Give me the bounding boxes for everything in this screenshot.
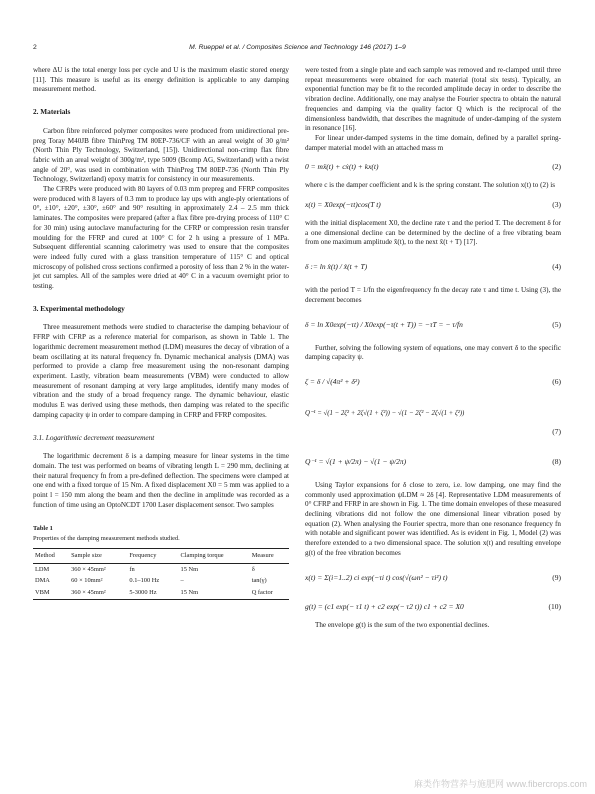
table-cell: fn bbox=[129, 565, 135, 573]
equation-7 bbox=[305, 401, 561, 443]
equation-5 bbox=[305, 310, 561, 340]
equation-number: (10) bbox=[548, 601, 561, 611]
table-row bbox=[33, 563, 289, 575]
right-paragraph-3: where c is the damper coefficient and k is the spring constant. The solution x(t) to (2) is bbox=[305, 181, 555, 190]
right-paragraph-8: The envelope g(t) is the sum of the two exponential declines. bbox=[315, 620, 490, 629]
equation-number: (9) bbox=[552, 572, 561, 582]
equation-6 bbox=[305, 367, 561, 397]
equation-4 bbox=[305, 252, 561, 282]
right-column bbox=[305, 66, 561, 630]
equation-number: (7) bbox=[552, 426, 561, 436]
table-cell: 360 × 45mm² bbox=[71, 565, 106, 573]
table-cell: Q factor bbox=[250, 587, 289, 599]
methodology-heading: 3. Experimental methodology bbox=[33, 303, 125, 313]
equation-body: x(t) = Σ(i=1..2) ci exp(−τi t) cos(√(ωn² − τi²) t) bbox=[305, 572, 448, 582]
materials-paragraph-1: Carbon fibre reinforced polymer composites were produced from unidirectional pre-preg Toray M40JB fibre ThinPreg TM 80EP-736/CF with an areal weight of 30 g/m² (North Thin Ply Technology, Switzerland, [15]). Unidirectional non-crimp flax fibre fabric with an areal weight of 300g/m², type 5009 (Bcomp AG, Switzerland) with a twist angle of 20°, was used in combination with ThinPreg TM 80EP-736 (North Thin Ply Technology, Switzerland) epoxy matrix for consistency in our measurements. bbox=[33, 126, 289, 184]
methodology-paragraph: Three measurement methods were studied to characterise the damping behaviour of FFRP with CFRP as a reference material for comparison, as shown in Table 1. The logarithmic decrement measurement method (LDM) measures the decay of vibration of a beam oscillating at its natural frequency fn. Dynamic mechanical analysis (DMA) was performed to provide a clamp free measurement using the non-resonant damping experiment. Lastly, vibration beam measurements (VBM) were conducted to allow measurement of resonant damping at very large amplitudes, identify many modes of vibration and the study of a broad frequency range. The dynamic behaviour, elastic modulus E was derived using these methods, then damping was related to the specific damping capacity ψ in order to compare damping in CFRP and FFRP composites. bbox=[33, 323, 289, 419]
right-paragraph-7: Using Taylor expansions for δ close to zero, i.e. low damping, one may find the commonly used approximation ψLDM ≈ 2δ [4]. Representative LDM measurements of 0° CFRP and FFRP in are shown in Fig. 1. The time domain envelopes of these measured declining vibrations did not follow the one dimensional linear vibration posed by equation (2). When analysing the Fourier spectra, more than one resonance frequency fn with notable and significant power was identified. As is evident in Fig. 1, Model (2) was therefore extended to a two dimensional space. The solution x(t) and resulting envelope g(t) of the free vibration becomes bbox=[305, 480, 561, 557]
watermark: 麻类作物营养与施肥网 www.fibercrops.com bbox=[413, 779, 587, 789]
table-1 bbox=[33, 524, 289, 599]
equation-number: (3) bbox=[552, 200, 561, 210]
equation-body: x(t) = X0exp(−τt)cos(T t) bbox=[305, 200, 381, 210]
table-header: Clamping torque bbox=[179, 548, 250, 563]
table-title: Table 1 bbox=[33, 525, 53, 533]
equation-body: Q⁻¹ = √(1 − 2ζ² + 2ζ√(1 + ζ²)) − √(1 − 2ζ² − 2ζ√(1 + ζ²)) bbox=[305, 409, 465, 417]
equation-body: δ = ln X0exp(−τt) / X0exp(−τ(t + T)) = −τT = − τ/fn bbox=[305, 319, 463, 329]
table-cell: 0.1–100 Hz bbox=[129, 577, 160, 585]
log-decrement-subheading: 3.1. Logarithmic decrement measurement bbox=[33, 432, 155, 442]
equation-3 bbox=[305, 195, 561, 215]
equation-9 bbox=[305, 563, 561, 593]
left-column bbox=[33, 66, 289, 600]
journal-citation: M. Rueppel et al. / Composites Science and Technology 146 (2017) 1–9 bbox=[189, 44, 406, 51]
table-header: Sample size bbox=[69, 548, 127, 563]
damping-methods-table bbox=[33, 548, 289, 600]
table-cell: LDM bbox=[35, 565, 50, 573]
intro-paragraph: where ΔU is the total energy loss per cycle and U is the maximum elastic stored energy [11]. This measure is useful as its energy definition is applicable to any damping measurement method. bbox=[33, 66, 289, 94]
equation-body: Q⁻¹ = √(1 + ψ/2π) − √(1 − ψ/2π) bbox=[305, 456, 407, 466]
page-number: 2 bbox=[33, 44, 37, 51]
equation-body: g(t) = (c1 exp(− τ1 t) + c2 exp(− τ2 t)) c1 + c2 = X0 bbox=[305, 601, 464, 611]
table-header: Frequency bbox=[127, 548, 178, 563]
table-cell: VBM bbox=[33, 587, 69, 599]
equation-8 bbox=[305, 447, 561, 477]
equation-body: ζ = δ / √(4π² + δ²) bbox=[305, 376, 360, 386]
table-caption: Properties of the damping measurement methods studied. bbox=[33, 535, 180, 543]
table-row bbox=[33, 587, 289, 599]
equation-number: (8) bbox=[552, 456, 561, 466]
table-header: Method bbox=[33, 548, 69, 563]
right-paragraph-2: For linear under-damped systems in the time domain, defined by a parallel spring-damper material model with an attached mass m bbox=[305, 133, 561, 152]
table-row bbox=[33, 575, 289, 587]
right-paragraph-6: Further, solving the following system of equations, one may convert δ to the specific damping capacity ψ. bbox=[305, 343, 561, 362]
materials-paragraph-2: The CFRPs were produced with 80 layers of 0.03 mm prepreg and FFRP composites were produced with 8 layers of 0.3 mm to produce lay ups with angle-ply orientations of 0°, ±10°, ±20°, ±30°, ±60° and 90° resulting in approximately 2.4 – 2.5 mm thick laminates. The composites were prepared (after a flax fibre pre-drying process of 110° C for 30 min) using autoclave manufacturing for the CFRP or compression resin transfer moulding for the FFRP and cured at 100° C for 2 h using a pressure of 1 MPa. Subsequent differential scanning calorimetry was used to ensure that the composites were indeed fully cured with a glass transition temperature of 115° C and optical microscopy of polished cross sections confirmed a porosity of less than 2 % in the water-jet cut samples. All of the samples were dried at 40° C in a vacuum overnight prior to testing. bbox=[33, 185, 289, 291]
table-header-row bbox=[33, 548, 289, 563]
table-cell: DMA bbox=[35, 577, 50, 585]
running-header bbox=[33, 44, 562, 56]
table-cell: 5-3000 Hz bbox=[127, 587, 178, 599]
log-decrement-paragraph: The logarithmic decrement δ is a damping measure for linear systems in the time domain. The test was performed on beams of vibrating length L = 290 mm, declining at their natural frequency fn from a pre-defined deflection. The specimens were clamped at one end with a fixed torque of 15 Nm. A fixed displacement X0 = 5 mm was applied to a point l = 150 mm along the beam and then the decline in amplitude was recorded as a function of time using an OptoNCDT 1700 Laser displacement sensor. Two samples bbox=[33, 452, 289, 509]
equation-number: (4) bbox=[552, 262, 561, 272]
right-paragraph-5: with the period T = 1/fn the eigenfrequency fn the decay rate τ and time t. Using (3), the decrement becomes bbox=[305, 286, 561, 304]
equation-body: 0 = mẍ(t) + cẋ(t) + kx(t) bbox=[305, 162, 379, 172]
equation-number: (5) bbox=[552, 319, 561, 329]
table-cell: 15 Nm bbox=[179, 587, 250, 599]
equation-2 bbox=[305, 157, 561, 177]
equation-number: (6) bbox=[552, 376, 561, 386]
table-header: Measure bbox=[250, 548, 289, 563]
materials-heading: 2. Materials bbox=[33, 107, 71, 117]
table-cell: tan(γ) bbox=[251, 577, 267, 585]
equation-number: (2) bbox=[552, 162, 561, 172]
right-paragraph-1: were tested from a single plate and each sample was removed and re-clamped until three repeat measurements were obtained for each material (total six tests). Typically, an exponential function may be fit to the recorded amplitude decay in order to describe the vibration decline. Additionally, one may analyse the Fourier spectra to obtain the natural frequencies and damping via the quality factor Q which is the reciprocal of the dimensionless bandwidth, that describes the magnitude of under-damping of the system in resonance [16]. bbox=[305, 66, 561, 133]
equation-10 bbox=[305, 597, 561, 617]
table-cell: 15 Nm bbox=[180, 565, 199, 573]
table-cell: 60 × 10mm² bbox=[71, 577, 103, 585]
right-paragraph-4: with the initial displacement X0, the decline rate τ and the period T. The decrement δ for a one dimensional decline can be determined by the decline of a free vibrating beam from one maximum amplitude x̂(t), to the next x̂(t + T) [17]. bbox=[305, 219, 561, 247]
table-cell: δ bbox=[251, 565, 255, 573]
equation-body: δ := ln x̂(t) / x̂(t + T) bbox=[305, 262, 368, 272]
table-cell: 360 × 45mm² bbox=[69, 587, 127, 599]
table-cell: – bbox=[180, 577, 184, 585]
